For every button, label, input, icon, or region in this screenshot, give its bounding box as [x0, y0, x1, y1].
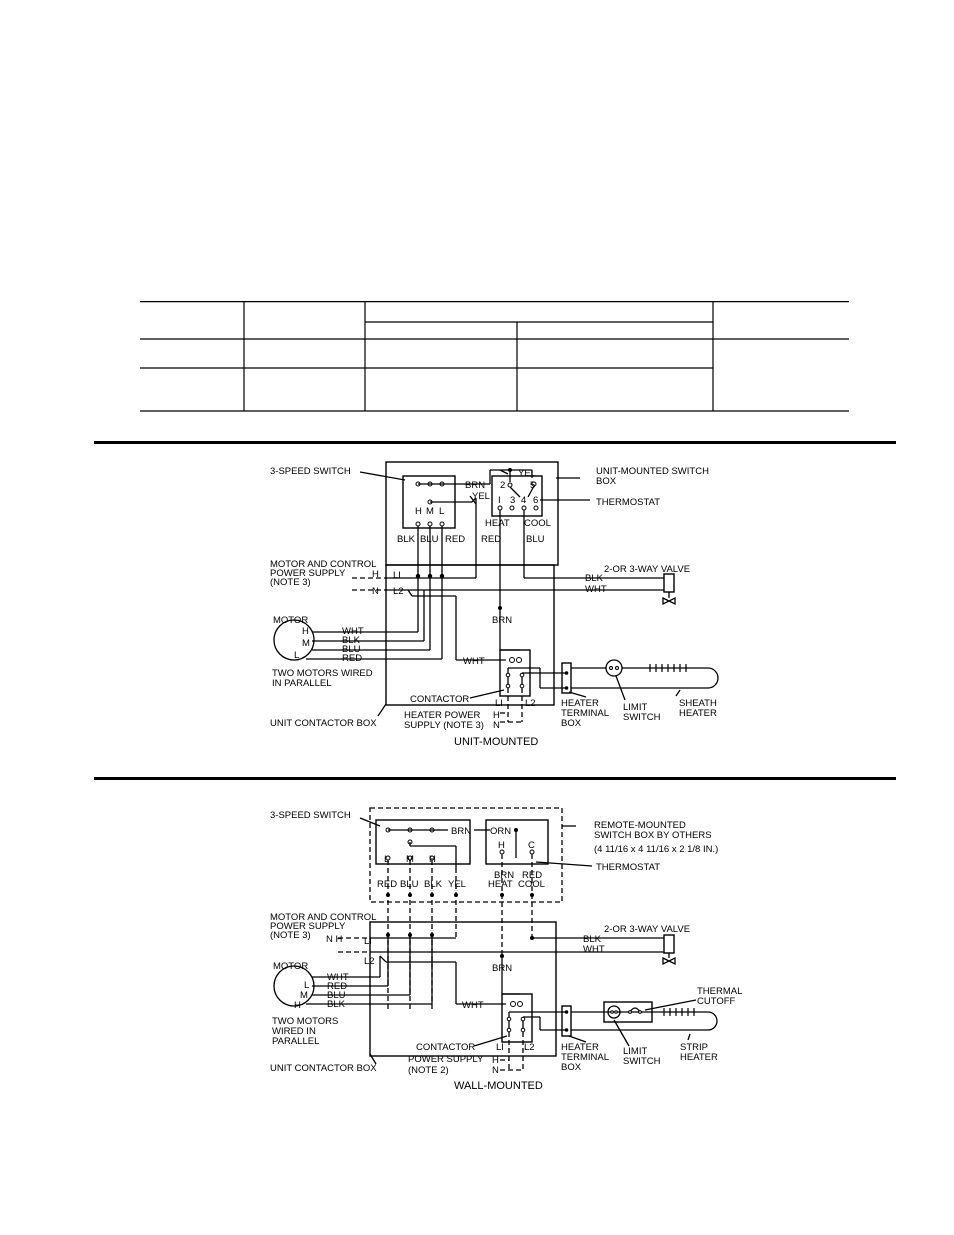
- label-brn: BRN: [465, 480, 486, 491]
- label-two-motors-1: TWO MOTORS: [272, 1016, 339, 1027]
- label-limit-switch-1: LIMIT: [623, 702, 648, 713]
- label-motor-blk: BLK: [327, 999, 345, 1010]
- label-heater-terminal-2: TERMINAL: [561, 1052, 610, 1063]
- label-brn-heat-1: BRN: [494, 870, 515, 881]
- label-valve: 2-OR 3-WAY VALVE: [604, 924, 691, 935]
- label-nh: N H: [326, 934, 343, 945]
- label-yel: YEL: [472, 491, 490, 502]
- label-motor-blu: BLU: [327, 990, 346, 1001]
- label-terminal-2: 2: [500, 480, 506, 491]
- label-heater-supply-2: SUPPLY (NOTE 3): [404, 720, 484, 731]
- label-blu-2: BLU: [526, 534, 545, 545]
- label-brn-mid: BRN: [492, 615, 513, 626]
- label-motor-wht: WHT: [342, 626, 364, 637]
- label-two-motors-2: WIRED IN: [272, 1026, 316, 1037]
- label-h: H: [372, 569, 379, 580]
- label-motor-red: RED: [327, 981, 348, 992]
- label-switch-l: L: [439, 506, 445, 517]
- label-wht-contactor: WHT: [462, 1000, 484, 1011]
- label-strip-heater-2: HEATER: [680, 1052, 718, 1063]
- label-motor-red: RED: [342, 653, 363, 664]
- label-power-supply-1: MOTOR AND CONTROL: [270, 912, 377, 923]
- label-valve-blk: BLK: [583, 934, 601, 945]
- label-unit-contactor-box: UNIT CONTACTOR BOX: [270, 1063, 377, 1074]
- label-contactor-l1: LI: [495, 698, 503, 709]
- label-heat: HEAT: [485, 518, 510, 529]
- label-yel: YEL: [448, 879, 466, 890]
- label-red: RED: [377, 879, 398, 890]
- label-terminal-1: I: [498, 495, 501, 506]
- label-red-2: RED: [481, 534, 502, 545]
- label-contactor: CONTACTOR: [410, 694, 470, 705]
- label-n: N: [372, 586, 379, 597]
- label-unit-contactor-box: UNIT CONTACTOR BOX: [270, 718, 377, 729]
- label-heater-supply-1: POWER SUPPLY: [408, 1054, 484, 1065]
- label-blu: BLU: [420, 534, 439, 545]
- label-brn-heat-2: HEAT: [488, 879, 513, 890]
- label-brn-mid: BRN: [492, 963, 513, 974]
- label-limit-switch-1: LIMIT: [623, 1046, 648, 1057]
- label-l1: LI: [393, 570, 401, 581]
- label-terminal-4: 4: [521, 495, 527, 506]
- label-motor: MOTOR: [273, 615, 309, 626]
- label-remote-switch-box-2: SWITCH BOX BY OTHERS: [594, 830, 712, 841]
- label-heater-terminal-2: TERMINAL: [561, 708, 610, 719]
- label-l2: L2: [393, 586, 404, 597]
- label-orn: ORN: [490, 826, 512, 837]
- label-sheath-heater-2: HEATER: [679, 708, 717, 719]
- label-l1: LI: [364, 936, 372, 947]
- label-terminal-5: 5: [530, 480, 536, 491]
- label-3-speed-switch: 3-SPEED SWITCH: [270, 466, 351, 477]
- label-motor-m: M: [302, 638, 310, 649]
- label-yel-top: YEL: [518, 468, 536, 479]
- label-power-supply-2: POWER SUPPLY: [270, 921, 346, 932]
- label-thermostat-h: H: [498, 840, 505, 851]
- label-unit-mounted-switch-box-1: UNIT-MOUNTED SWITCH: [596, 466, 709, 477]
- label-power-supply-3: (NOTE 3): [270, 930, 311, 941]
- unit-contactor-box: [370, 922, 556, 1056]
- label-two-motors-2: IN PARALLEL: [272, 678, 332, 689]
- label-valve-blk: BLK: [585, 573, 603, 584]
- label-heater-supply-1: HEATER POWER: [404, 710, 481, 721]
- label-contactor-l1: LI: [496, 1042, 504, 1053]
- label-power-supply-1: MOTOR AND CONTROL: [270, 559, 377, 570]
- label-brn: BRN: [451, 826, 472, 837]
- label-heater-supply-h: H: [493, 710, 500, 721]
- label-thermostat: THERMOSTAT: [596, 497, 661, 508]
- label-heater-supply-2: (NOTE 2): [408, 1065, 449, 1076]
- contactor-body: [502, 994, 532, 1042]
- label-motor-blk: BLK: [342, 635, 360, 646]
- label-thermal-cutoff-1: THERMAL: [697, 986, 743, 997]
- label-switch-h: H: [429, 854, 436, 865]
- label-contactor-l2: L2: [525, 698, 536, 709]
- label-power-supply-3: (NOTE 3): [270, 577, 311, 588]
- label-switch-m: M: [406, 854, 414, 865]
- label-thermostat-c: C: [528, 840, 535, 851]
- label-limit-switch-2: SWITCH: [623, 1056, 661, 1067]
- label-two-motors-1: TWO MOTORS WIRED: [272, 668, 373, 679]
- label-unit-mounted-switch-box-2: BOX: [596, 476, 617, 487]
- label-heater-terminal-3: BOX: [561, 1062, 582, 1073]
- label-heater-supply-h: H: [492, 1055, 499, 1066]
- label-contactor-l2: L2: [524, 1042, 535, 1053]
- label-contactor: CONTACTOR: [416, 1042, 476, 1053]
- label-limit-switch-2: SWITCH: [623, 712, 661, 723]
- label-cool: COOL: [524, 518, 551, 529]
- label-motor-m: M: [300, 990, 308, 1001]
- label-remote-switch-box-1: REMOTE-MOUNTED: [594, 820, 686, 831]
- label-motor-h: H: [294, 1000, 301, 1011]
- label-motor-blu: BLU: [342, 644, 361, 655]
- label-valve-wht: WHT: [583, 944, 605, 955]
- caption-unit-mounted: UNIT-MOUNTED: [454, 736, 539, 748]
- label-valve-wht: WHT: [585, 584, 607, 595]
- label-sheath-heater-1: SHEATH: [679, 698, 717, 709]
- label-heater-supply-n: N: [492, 1065, 499, 1076]
- label-remote-switch-box-3: (4 11/16 x 4 11/16 x 2 1/8 IN.): [594, 844, 719, 855]
- label-wht-contactor: WHT: [463, 656, 485, 667]
- label-motor: MOTOR: [273, 961, 309, 972]
- label-thermostat: THERMOSTAT: [596, 862, 661, 873]
- label-motor-l: L: [294, 650, 300, 661]
- label-motor-wht: WHT: [327, 972, 349, 983]
- label-switch-h: H: [415, 506, 422, 517]
- label-heater-supply-n: N: [493, 720, 500, 731]
- label-heater-terminal-1: HEATER: [561, 698, 599, 709]
- label-red-cool-2: COOL: [518, 879, 545, 890]
- label-power-supply-2: POWER SUPPLY: [270, 568, 346, 579]
- label-red: RED: [445, 534, 466, 545]
- label-blu: BLU: [400, 879, 419, 890]
- label-motor-h: H: [302, 626, 309, 637]
- label-l2: L2: [364, 956, 375, 967]
- label-blk: BLK: [397, 534, 415, 545]
- label-terminal-3: 3: [510, 495, 516, 506]
- label-thermal-cutoff-2: CUTOFF: [697, 996, 736, 1007]
- label-switch-m: M: [426, 506, 434, 517]
- label-heater-terminal-1: HEATER: [561, 1042, 599, 1053]
- label-heater-terminal-3: BOX: [561, 718, 582, 729]
- label-blk: BLK: [424, 879, 442, 890]
- label-two-motors-3: PARALLEL: [272, 1036, 320, 1047]
- caption-wall-mounted: WALL-MOUNTED: [454, 1080, 543, 1092]
- label-motor-l: L: [304, 980, 310, 991]
- label-switch-l: L: [384, 854, 390, 865]
- label-red-cool-1: RED: [522, 870, 543, 881]
- label-terminal-6: 6: [533, 495, 539, 506]
- label-3-speed-switch: 3-SPEED SWITCH: [270, 810, 351, 821]
- label-strip-heater-1: STRIP: [680, 1042, 708, 1053]
- label-valve: 2-OR 3-WAY VALVE: [604, 564, 691, 575]
